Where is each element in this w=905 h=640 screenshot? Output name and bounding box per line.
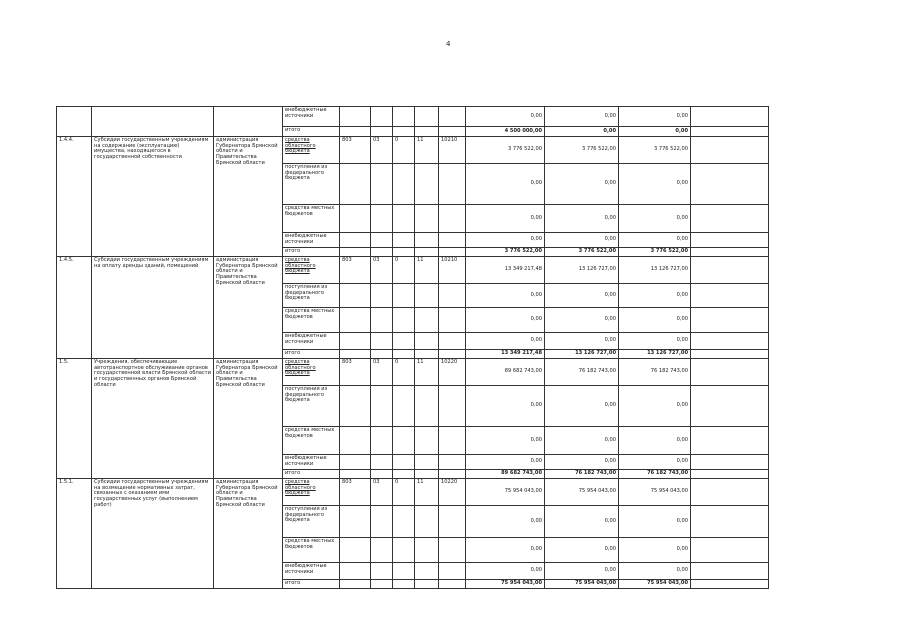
empty-code-cell bbox=[340, 308, 371, 333]
empty-code-cell bbox=[415, 470, 439, 479]
budget-code-cell: 803 bbox=[340, 479, 371, 506]
empty-code-cell bbox=[415, 308, 439, 333]
amount-cell: 0,00 bbox=[466, 538, 545, 563]
amount-cell: 0,00 bbox=[619, 127, 691, 137]
amount-cell: 0,00 bbox=[619, 205, 691, 233]
empty-cell bbox=[691, 538, 769, 563]
amount-cell: 13 126 727,00 bbox=[619, 257, 691, 284]
amount-cell: 0,00 bbox=[466, 164, 545, 205]
empty-code-cell bbox=[340, 284, 371, 308]
funding-source-cell: внебюджетные источники bbox=[283, 233, 340, 248]
empty-code-cell bbox=[393, 284, 415, 308]
funding-source-cell: итого bbox=[283, 350, 340, 359]
empty-code-cell bbox=[393, 427, 415, 455]
funding-source-cell: поступления из федерального бюджета bbox=[283, 386, 340, 427]
budget-code-cell: 11 bbox=[415, 257, 439, 284]
empty-code-cell bbox=[371, 580, 393, 589]
budget-code-cell: 11 bbox=[415, 137, 439, 164]
executor-cell bbox=[214, 107, 283, 137]
empty-code-cell bbox=[393, 386, 415, 427]
table-row bbox=[57, 137, 769, 164]
amount-cell: 3 776 522,00 bbox=[619, 248, 691, 257]
empty-cell bbox=[691, 257, 769, 284]
empty-code-cell bbox=[393, 455, 415, 470]
funding-source-cell: итого bbox=[283, 248, 340, 257]
amount-cell: 89 682 743,00 bbox=[466, 359, 545, 386]
amount-cell: 0,00 bbox=[466, 107, 545, 127]
empty-cell bbox=[691, 427, 769, 455]
empty-code-cell bbox=[371, 455, 393, 470]
empty-code-cell bbox=[371, 470, 393, 479]
empty-code-cell bbox=[415, 164, 439, 205]
amount-cell: 0,00 bbox=[619, 333, 691, 350]
amount-cell: 0,00 bbox=[466, 284, 545, 308]
amount-cell: 0,00 bbox=[619, 308, 691, 333]
measure-name-cell: Субсидии государственным учреждениям на возмещение нормативных затрат, связанных с оказанием ими государственных услуг (выполнением работ) bbox=[92, 479, 214, 589]
funding-source-cell: внебюджетные источники bbox=[283, 563, 340, 580]
amount-cell: 76 182 743,00 bbox=[545, 470, 619, 479]
empty-code-cell bbox=[371, 506, 393, 538]
amount-cell: 13 126 727,00 bbox=[619, 350, 691, 359]
empty-code-cell bbox=[415, 538, 439, 563]
empty-code-cell bbox=[439, 563, 466, 580]
funding-source-cell: поступления из федерального бюджета bbox=[283, 506, 340, 538]
budget-code-cell: 03 bbox=[371, 359, 393, 386]
amount-cell: 0,00 bbox=[466, 506, 545, 538]
empty-code-cell bbox=[371, 386, 393, 427]
amount-cell: 13 126 727,00 bbox=[545, 350, 619, 359]
funding-source-cell: средства местных бюджетов bbox=[283, 205, 340, 233]
empty-code-cell bbox=[439, 164, 466, 205]
amount-cell: 13 349 217,48 bbox=[466, 350, 545, 359]
budget-code-cell: 0 bbox=[393, 479, 415, 506]
amount-cell: 4 500 000,00 bbox=[466, 127, 545, 137]
measure-name-cell: Субсидии государственным учреждениям на содержание (эксплуатацию) имущества, находящегося в государственной собственности bbox=[92, 137, 214, 257]
empty-cell bbox=[691, 350, 769, 359]
budget-code-cell: 10210 bbox=[439, 257, 466, 284]
budget-code-cell: 0 bbox=[393, 137, 415, 164]
empty-code-cell bbox=[439, 506, 466, 538]
empty-code-cell bbox=[415, 284, 439, 308]
row-number-cell: 1.4.5. bbox=[57, 257, 92, 359]
empty-code-cell bbox=[415, 455, 439, 470]
amount-cell: 75 954 043,00 bbox=[545, 580, 619, 589]
empty-cell bbox=[691, 359, 769, 386]
empty-code-cell bbox=[393, 580, 415, 589]
amount-cell: 0,00 bbox=[545, 284, 619, 308]
empty-code-cell bbox=[415, 233, 439, 248]
empty-code-cell bbox=[340, 205, 371, 233]
funding-source-cell: поступления из федерального бюджета bbox=[283, 284, 340, 308]
amount-cell: 0,00 bbox=[619, 164, 691, 205]
amount-cell: 76 182 743,00 bbox=[545, 359, 619, 386]
empty-code-cell bbox=[340, 580, 371, 589]
budget-code-cell: 803 bbox=[340, 137, 371, 164]
empty-code-cell bbox=[393, 127, 415, 137]
empty-code-cell bbox=[340, 470, 371, 479]
empty-code-cell bbox=[371, 427, 393, 455]
empty-code-cell bbox=[393, 308, 415, 333]
budget-table bbox=[56, 106, 769, 589]
amount-cell: 0,00 bbox=[619, 233, 691, 248]
amount-cell: 13 349 217,48 bbox=[466, 257, 545, 284]
funding-source-cell: средства местных бюджетов bbox=[283, 427, 340, 455]
empty-code-cell bbox=[415, 427, 439, 455]
empty-code-cell bbox=[371, 538, 393, 563]
executor-cell: администрация Губернатора Брянской области и Правительства Брянской области bbox=[214, 479, 283, 589]
empty-code-cell bbox=[340, 538, 371, 563]
amount-cell: 0,00 bbox=[545, 308, 619, 333]
empty-code-cell bbox=[340, 127, 371, 137]
empty-code-cell bbox=[371, 248, 393, 257]
funding-source-cell: поступления из федерального бюджета bbox=[283, 164, 340, 205]
empty-code-cell bbox=[371, 164, 393, 205]
empty-cell bbox=[691, 479, 769, 506]
empty-code-cell bbox=[393, 233, 415, 248]
empty-code-cell bbox=[340, 386, 371, 427]
amount-cell: 0,00 bbox=[545, 563, 619, 580]
budget-code-cell bbox=[371, 107, 393, 127]
empty-code-cell bbox=[439, 580, 466, 589]
executor-cell: администрация Губернатора Брянской области и Правительства Брянской области bbox=[214, 359, 283, 479]
empty-cell bbox=[691, 333, 769, 350]
empty-code-cell bbox=[371, 333, 393, 350]
empty-cell bbox=[691, 386, 769, 427]
amount-cell: 3 776 522,00 bbox=[466, 248, 545, 257]
empty-cell bbox=[691, 164, 769, 205]
empty-cell bbox=[691, 137, 769, 164]
budget-code-cell: 0 bbox=[393, 257, 415, 284]
budget-code-cell: 10220 bbox=[439, 479, 466, 506]
empty-cell bbox=[691, 107, 769, 127]
empty-code-cell bbox=[439, 470, 466, 479]
funding-source-cell: итого bbox=[283, 470, 340, 479]
empty-code-cell bbox=[340, 455, 371, 470]
amount-cell: 0,00 bbox=[545, 164, 619, 205]
amount-cell: 75 954 043,00 bbox=[619, 580, 691, 589]
empty-code-cell bbox=[415, 127, 439, 137]
empty-code-cell bbox=[439, 333, 466, 350]
empty-cell bbox=[691, 284, 769, 308]
executor-cell: администрация Губернатора Брянской области и Правительства Брянской области bbox=[214, 137, 283, 257]
empty-code-cell bbox=[393, 506, 415, 538]
table-row bbox=[57, 359, 769, 386]
empty-code-cell bbox=[439, 427, 466, 455]
amount-cell: 75 954 043,00 bbox=[466, 479, 545, 506]
page-number: 4 bbox=[446, 40, 451, 48]
empty-code-cell bbox=[439, 205, 466, 233]
empty-code-cell bbox=[340, 233, 371, 248]
amount-cell: 0,00 bbox=[545, 455, 619, 470]
empty-code-cell bbox=[371, 205, 393, 233]
empty-code-cell bbox=[415, 248, 439, 257]
amount-cell: 76 182 743,00 bbox=[619, 359, 691, 386]
empty-code-cell bbox=[439, 350, 466, 359]
budget-code-cell: 803 bbox=[340, 359, 371, 386]
empty-code-cell bbox=[393, 333, 415, 350]
empty-code-cell bbox=[415, 563, 439, 580]
empty-code-cell bbox=[393, 538, 415, 563]
empty-code-cell bbox=[439, 308, 466, 333]
budget-code-cell: 10210 bbox=[439, 137, 466, 164]
empty-code-cell bbox=[393, 164, 415, 205]
empty-cell bbox=[691, 233, 769, 248]
amount-cell: 0,00 bbox=[619, 284, 691, 308]
empty-code-cell bbox=[393, 248, 415, 257]
empty-code-cell bbox=[340, 350, 371, 359]
empty-code-cell bbox=[371, 284, 393, 308]
amount-cell: 76 182 743,00 bbox=[619, 470, 691, 479]
table-row bbox=[57, 107, 769, 127]
empty-code-cell bbox=[393, 563, 415, 580]
row-number-cell: 1.4.4. bbox=[57, 137, 92, 257]
funding-source-cell: внебюджетные источники bbox=[283, 107, 340, 127]
empty-cell bbox=[691, 580, 769, 589]
amount-cell: 13 126 727,00 bbox=[545, 257, 619, 284]
amount-cell: 75 954 043,00 bbox=[545, 479, 619, 506]
budget-code-cell: 03 bbox=[371, 257, 393, 284]
empty-code-cell bbox=[415, 350, 439, 359]
amount-cell: 0,00 bbox=[466, 427, 545, 455]
empty-code-cell bbox=[415, 333, 439, 350]
budget-code-cell bbox=[393, 107, 415, 127]
amount-cell: 0,00 bbox=[619, 107, 691, 127]
empty-cell bbox=[691, 127, 769, 137]
empty-code-cell bbox=[371, 350, 393, 359]
amount-cell: 0,00 bbox=[545, 127, 619, 137]
empty-code-cell bbox=[371, 308, 393, 333]
empty-cell bbox=[691, 248, 769, 257]
empty-code-cell bbox=[371, 563, 393, 580]
amount-cell: 0,00 bbox=[466, 233, 545, 248]
amount-cell: 3 776 522,00 bbox=[466, 137, 545, 164]
amount-cell: 0,00 bbox=[619, 538, 691, 563]
table-row bbox=[57, 257, 769, 284]
amount-cell: 0,00 bbox=[466, 205, 545, 233]
funding-source-cell: итого bbox=[283, 127, 340, 137]
row-number-cell bbox=[57, 107, 92, 137]
amount-cell: 0,00 bbox=[545, 107, 619, 127]
funding-source-cell: внебюджетные источники bbox=[283, 455, 340, 470]
amount-cell: 0,00 bbox=[545, 205, 619, 233]
funding-source-cell: средства местных бюджетов bbox=[283, 308, 340, 333]
empty-code-cell bbox=[340, 506, 371, 538]
row-number-cell: 1.5.1. bbox=[57, 479, 92, 589]
amount-cell: 0,00 bbox=[545, 506, 619, 538]
empty-code-cell bbox=[415, 580, 439, 589]
funding-source-cell: средства областного бюджета bbox=[283, 359, 340, 386]
budget-code-cell: 803 bbox=[340, 257, 371, 284]
empty-cell bbox=[691, 308, 769, 333]
empty-cell bbox=[691, 470, 769, 479]
empty-code-cell bbox=[340, 427, 371, 455]
budget-code-cell: 03 bbox=[371, 137, 393, 164]
amount-cell: 0,00 bbox=[466, 386, 545, 427]
budget-code-cell bbox=[340, 107, 371, 127]
budget-code-cell: 10220 bbox=[439, 359, 466, 386]
empty-cell bbox=[691, 506, 769, 538]
budget-code-cell: 0 bbox=[393, 359, 415, 386]
empty-code-cell bbox=[439, 233, 466, 248]
budget-code-cell: 11 bbox=[415, 359, 439, 386]
measure-name-cell: Субсидии государственным учреждениям на оплату аренды зданий, помещений bbox=[92, 257, 214, 359]
empty-code-cell bbox=[393, 205, 415, 233]
executor-cell: администрация Губернатора Брянской области и Правительства Брянской области bbox=[214, 257, 283, 359]
amount-cell: 0,00 bbox=[466, 333, 545, 350]
amount-cell: 0,00 bbox=[545, 233, 619, 248]
funding-source-cell: средства областного бюджета bbox=[283, 479, 340, 506]
budget-code-cell: 03 bbox=[371, 479, 393, 506]
empty-code-cell bbox=[393, 350, 415, 359]
amount-cell: 0,00 bbox=[466, 455, 545, 470]
measure-name-cell: Учреждения, обеспечивающие автотранспортное обслуживание органов государственной власти Брянской области и государственных органов Брянской области bbox=[92, 359, 214, 479]
amount-cell: 0,00 bbox=[466, 308, 545, 333]
amount-cell: 0,00 bbox=[545, 427, 619, 455]
amount-cell: 89 682 743,00 bbox=[466, 470, 545, 479]
amount-cell: 0,00 bbox=[619, 427, 691, 455]
empty-code-cell bbox=[371, 127, 393, 137]
budget-code-cell bbox=[439, 107, 466, 127]
empty-cell bbox=[691, 563, 769, 580]
empty-code-cell bbox=[393, 470, 415, 479]
budget-code-cell bbox=[415, 107, 439, 127]
amount-cell: 0,00 bbox=[545, 333, 619, 350]
amount-cell: 0,00 bbox=[545, 538, 619, 563]
funding-source-cell: средства областного бюджета bbox=[283, 137, 340, 164]
amount-cell: 0,00 bbox=[619, 386, 691, 427]
row-number-cell: 1.5. bbox=[57, 359, 92, 479]
amount-cell: 0,00 bbox=[619, 563, 691, 580]
empty-code-cell bbox=[340, 164, 371, 205]
funding-source-cell: итого bbox=[283, 580, 340, 589]
empty-code-cell bbox=[439, 284, 466, 308]
empty-code-cell bbox=[371, 233, 393, 248]
empty-code-cell bbox=[340, 248, 371, 257]
amount-cell: 3 776 522,00 bbox=[545, 137, 619, 164]
amount-cell: 0,00 bbox=[619, 455, 691, 470]
measure-name-cell bbox=[92, 107, 214, 137]
amount-cell: 3 776 522,00 bbox=[619, 137, 691, 164]
empty-code-cell bbox=[439, 455, 466, 470]
amount-cell: 0,00 bbox=[619, 506, 691, 538]
empty-code-cell bbox=[439, 386, 466, 427]
amount-cell: 0,00 bbox=[466, 563, 545, 580]
empty-code-cell bbox=[415, 386, 439, 427]
amount-cell: 0,00 bbox=[545, 386, 619, 427]
amount-cell: 75 954 043,00 bbox=[466, 580, 545, 589]
budget-code-cell: 11 bbox=[415, 479, 439, 506]
table-body bbox=[57, 107, 769, 589]
funding-source-cell: средства областного бюджета bbox=[283, 257, 340, 284]
empty-code-cell bbox=[340, 333, 371, 350]
funding-source-cell: внебюджетные источники bbox=[283, 333, 340, 350]
amount-cell: 75 954 043,00 bbox=[619, 479, 691, 506]
funding-source-cell: средства местных бюджетов bbox=[283, 538, 340, 563]
empty-code-cell bbox=[439, 127, 466, 137]
amount-cell: 3 776 522,00 bbox=[545, 248, 619, 257]
empty-code-cell bbox=[340, 563, 371, 580]
empty-cell bbox=[691, 455, 769, 470]
empty-code-cell bbox=[415, 506, 439, 538]
empty-code-cell bbox=[439, 538, 466, 563]
empty-code-cell bbox=[415, 205, 439, 233]
empty-cell bbox=[691, 205, 769, 233]
table-row bbox=[57, 479, 769, 506]
empty-code-cell bbox=[439, 248, 466, 257]
